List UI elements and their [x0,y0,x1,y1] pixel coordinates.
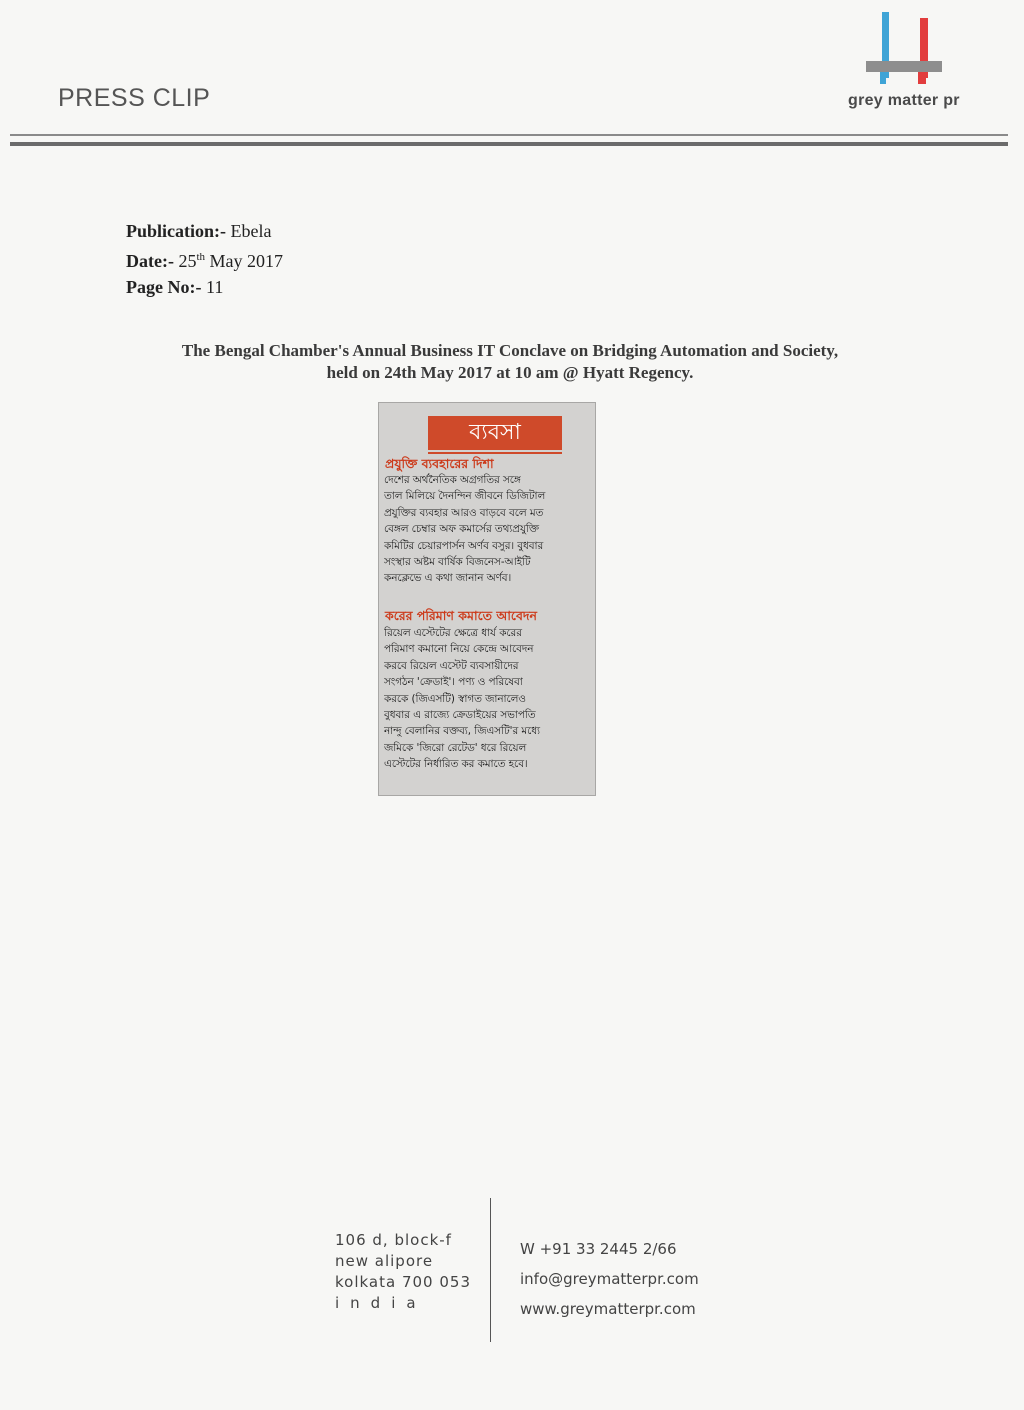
date-suffix: th [196,251,206,263]
page-label: Page No:- [126,277,202,297]
story1-line: তাল মিলিয়ে দৈনন্দিন জীবনে ডিজিটাল [384,490,546,503]
story2-title: করের পরিমাণ কমাতে আবেদন [385,608,537,623]
publication-label: Publication:- [126,221,227,241]
story2-line: সংগঠন 'ক্রেডাই'। পণ্য ও পরিষেবা [384,676,523,689]
story1-line: কনক্লেভে এ কথা জানান অর্ণব। [384,572,512,585]
page-row [126,274,283,300]
logo-text: grey matter pr [848,92,960,109]
date-row [126,244,283,274]
date-rest: May 2017 [209,251,284,271]
press-clip-label: PRESS CLIP [58,84,211,112]
publication-row [126,218,283,244]
headline-line-2: held on 24th May 2017 at 10 am @ Hyatt Regency. [326,363,694,382]
story2-line: এস্টেটের নির্ধারিত কর কমাতে হবে। [384,758,528,771]
address-line: india [335,1294,427,1312]
story2-body [384,625,592,773]
publication-value: Ebela [230,221,272,241]
story1-title: প্রযুক্তি ব্যবহারের দিশা [385,456,494,471]
footer-contact [520,1234,699,1324]
story1-body [384,472,592,587]
website-link[interactable]: www.greymatterpr.com [520,1300,696,1318]
story2-line: করবে রিয়েল এস্টেট ব্যবসায়ীদের [384,659,519,672]
newspaper-clipping [378,402,596,796]
phone-number: W +91 33 2445 2/66 [520,1240,677,1258]
header-divider-thin [10,134,1008,136]
page-value: 11 [205,277,224,297]
story2-line: করকে (জিএসটি) স্বাগত জানালেও [384,692,526,705]
story1-line: প্রযুক্তির ব্যবহার আরও বাড়বে বলে মত [384,506,544,519]
story1-line: দেশের অর্থনৈতিক অগ্রগতির সঙ্গে [384,474,521,486]
address-line: kolkata 700 053 [335,1273,471,1291]
section-banner: ব্যবসা [428,416,562,450]
address-line: 106 d, block-f [335,1231,452,1249]
footer-divider [490,1198,491,1342]
publication-meta [126,218,283,300]
story1-line: সংস্থার অষ্টম বার্ষিক বিজনেস-আইটি [384,556,531,569]
story1-line: কমিটির চেয়ারপার্সন অর্ণব বসুর। বুধবার [384,539,544,552]
story1-line: বেঙ্গল চেম্বার অফ কমার্সের তথ্যপ্রযুক্তি [384,523,539,536]
story2-line: রিয়েল এস্টেটের ক্ষেত্রে ধার্য করের [384,627,522,639]
event-headline [80,340,940,384]
email-link[interactable]: info@greymatterpr.com [520,1270,699,1288]
date-day: 25 [178,251,197,271]
headline-line-1: The Bengal Chamber's Annual Business IT Conclave on Bridging Automation and Society, [181,341,839,360]
story2-line: বুধবার এ রাজ্যে ক্রেডাইয়ের সভাপতি [384,709,536,722]
story2-line: নান্দু বেলানির বক্তব্য, জিএসটি'র মধ্যে [384,725,540,738]
address-line: new alipore [335,1252,434,1270]
footer-address [335,1230,471,1314]
story2-line: জমিকে 'জিরো রেটেড' ধরে রিয়েল [384,741,527,754]
date-label: Date:- [126,251,174,271]
header-divider-thick [10,142,1008,146]
story2-line: পরিমাণ কমানো নিয়ে কেন্দ্রে আবেদন [384,643,534,656]
